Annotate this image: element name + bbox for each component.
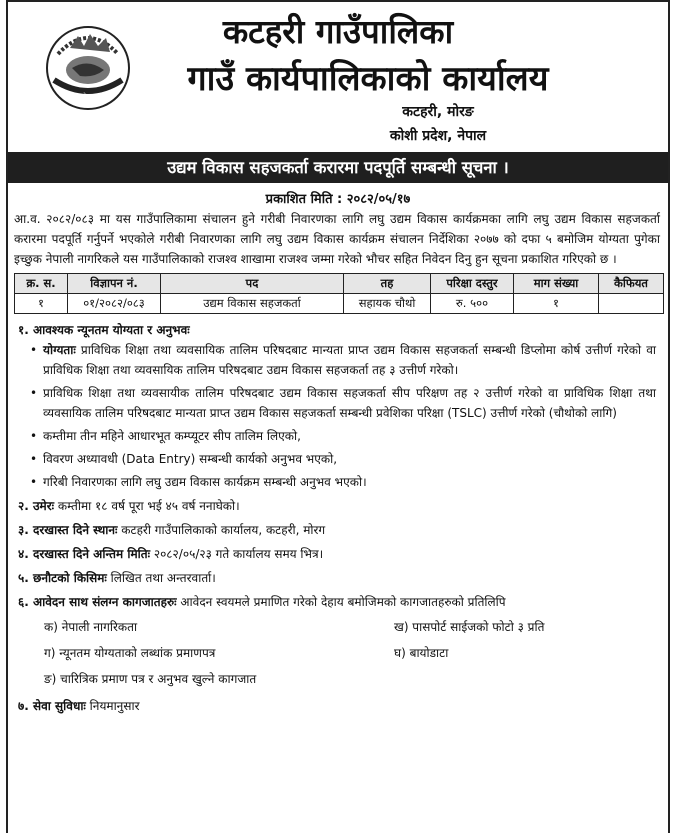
cell-demand: १ — [514, 294, 599, 314]
col-ad-no: विज्ञापन नं. — [68, 274, 161, 294]
office-subtitle: गाउँ कार्यपालिकाको कार्यालय — [187, 59, 549, 99]
section-text: कटहरी गाउँपालिकाको कार्यालय, कटहरी, मोरग — [117, 523, 326, 537]
section-age — [8, 496, 668, 516]
bullet-icon: • — [30, 452, 38, 466]
section-label: ६. आवेदन साथ संलग्न कागजातहरुः — [18, 595, 177, 609]
section-label: ७. सेवा सुविधाः — [18, 699, 86, 713]
list-item — [8, 472, 668, 492]
cell-level: सहायक चौथो — [344, 294, 431, 314]
section-selection — [8, 568, 668, 588]
cell-post: उद्यम विकास सहजकर्ता — [161, 294, 344, 314]
office-province: कोशी प्रदेश, नेपाल — [389, 128, 487, 144]
section-documents — [8, 592, 668, 612]
section-location — [8, 520, 668, 540]
section-deadline — [8, 544, 668, 564]
section-text: लिखित तथा अन्तरवार्ता। — [106, 571, 216, 585]
section-facilities — [8, 696, 668, 716]
section-label: ५. छनौटको किसिमः — [18, 571, 107, 585]
bullet-icon: • — [30, 343, 38, 357]
col-level: तह — [344, 274, 431, 294]
document-item: घ) बायोडाटा — [394, 646, 449, 660]
cell-sn: १ — [15, 294, 68, 314]
section-label: ४. दरखास्त दिने अन्तिम मितिः — [18, 547, 151, 561]
document-item: ग) न्यूनतम योग्यताको लब्धांक प्रमाणपत्र — [44, 646, 216, 660]
intro-paragraph: आ.व. २०८२/०८३ मा यस गाउँपालिकामा संचालन हुने गरीबी निवारणका लागि लघु उद्यम विकास कार्यक्रमका लागि लघु उद्यम विकास सहजकर्ता करारमा पदपूर्ति गर्नुपर्ने भएकोले गरीबी निवारणका लागि लघु उद्यम विकास कार्यक्रम संचालन निर्देशिका २०७७ को दफा ५ बमोजिम योग्यता पुगेका इच्छुक नेपाली नागरिकले यस गाउँपालिकाको राजश्व शाखामा राजश्व जम्मा गरेको भौचर सहित निवेदन दिनु हुन सूचना प्रकाशित गरिएको छ । — [14, 212, 660, 266]
document-item: ख) पासपोर्ट साईजको फोटो ३ प्रति — [394, 620, 545, 634]
section-qualification-title: १. आवश्यक न्यूनतम योग्यता र अनुभवः — [18, 323, 190, 337]
vacancy-table — [14, 273, 664, 314]
section-text: आवेदन स्वयमले प्रमाणित गरेको देहाय बमोजिमको कागजातहरुको प्रतिलिपि — [176, 595, 506, 609]
cell-fee: रु. ५०० — [431, 294, 514, 314]
bullet-text: प्राविधिक शिक्षा तथा व्यवसायिक तालिम परिषदबाट मान्यता प्राप्त उद्यम विकास सहजकर्ता सम्बन्धी डिप्लोमा कोर्ष उत्तीर्ण गरेको वा प्राविधिक शिक्षा तथा व्यवसायिक तालिम परिषदबाट उद्यम विकास सहजकर्ता तह ३ उत्तीर्ण गरेको। — [43, 343, 656, 377]
notice-page — [6, 0, 670, 833]
bullet-icon: • — [30, 386, 38, 400]
document-list — [8, 612, 668, 690]
bullet-icon: • — [30, 429, 38, 443]
col-remarks: कैफियत — [599, 274, 664, 294]
bullet-text: प्राविधिक शिक्षा तथा व्यवसायीक तालिम परिषदबाट उद्यम विकास सहजकर्ता सीप परिक्षण तह २ उत्तीर्ण गरेको वा प्राविधिक शिक्षा तथा व्यवसायिक तालिम परिषदबाट मान्यता प्राप्त उद्यम विकास सहजकर्ता सम्बन्धी प्रवेशिका परिक्षा (TSLC) उत्तीर्ण गरेको (चौथोको लागि) — [43, 386, 656, 420]
list-item — [8, 340, 668, 380]
bullet-text: विवरण अध्यावधी (Data Entry) सम्बन्धी कार्यको अनुभव भएको, — [43, 452, 338, 466]
list-item — [8, 383, 668, 423]
published-date: प्रकाशित मिति : २०८२/०५/१७ — [265, 192, 411, 207]
bullet-label: योग्यताः — [43, 343, 76, 357]
bullet-text: कम्तीमा तीन महिने आधारभूत कम्प्यूटर सीप तालिम लिएको, — [43, 429, 301, 443]
document-item: क) नेपाली नागरिकता — [44, 620, 138, 634]
section-text: नियमानुसार — [85, 699, 140, 713]
col-post: पद — [161, 274, 344, 294]
section-label: ३. दरखास्त दिने स्थानः — [18, 523, 118, 537]
col-sn: क्र. स. — [15, 274, 68, 294]
col-demand: माग संख्या — [514, 274, 599, 294]
list-item — [8, 449, 668, 469]
section-text: कम्तीमा १८ वर्ष पूरा भई ४५ वर्ष ननाघेको। — [54, 499, 240, 513]
bullet-text: गरिबी निवारणका लागि लघु उद्यम विकास कार्यक्रम सम्बन्धी अनुभव भएको। — [43, 475, 367, 489]
cell-remarks — [599, 294, 664, 314]
notice-banner: उद्यम विकास सहजकर्ता करारमा पदपूर्ति सम्बन्धी सूचना । — [8, 152, 668, 183]
bullet-icon: • — [30, 475, 38, 489]
col-fee: परिक्षा दस्तुर — [431, 274, 514, 294]
list-item — [8, 426, 668, 446]
office-title: कटहरी गाउँपालिका — [222, 12, 454, 51]
cell-ad-no: ०१/२०८२/०८३ — [68, 294, 161, 314]
office-address: कटहरी, मोरङ — [402, 104, 474, 120]
table-row — [15, 294, 664, 314]
emblem-caption: सत्यमेव जयते — [73, 93, 103, 100]
section-text: २०८२/०५/२३ गते कार्यालय समय भित्र। — [150, 547, 324, 561]
document-item: ङ) चारित्रिक प्रमाण पत्र र अनुभव खुल्ने कागजात — [44, 672, 257, 686]
letterhead — [8, 2, 668, 152]
table-header-row — [15, 274, 664, 294]
section-label: २. उमेरः — [18, 499, 55, 513]
